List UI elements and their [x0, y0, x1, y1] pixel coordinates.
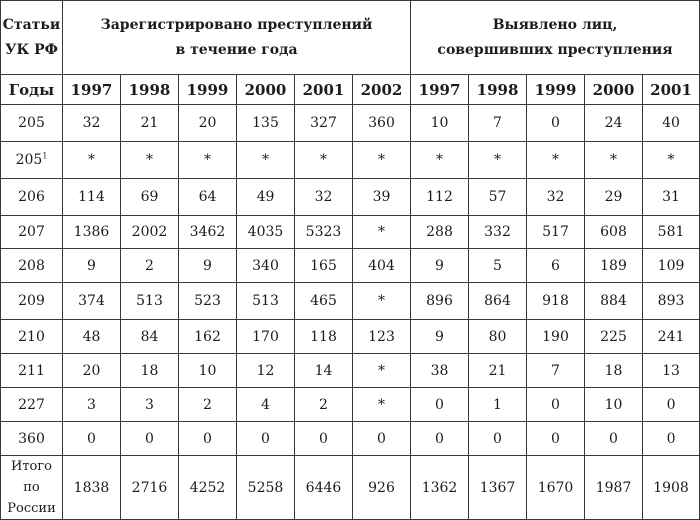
- registered-value-cell: 374: [63, 283, 121, 320]
- identified-value-cell: 0: [643, 388, 700, 422]
- total-identified-cell: 1987: [585, 456, 643, 520]
- registered-value-cell: 360: [353, 105, 411, 142]
- registered-value-cell: 2002: [121, 216, 179, 249]
- article-cell: [1, 142, 63, 179]
- registered-value-cell: 170: [237, 320, 295, 354]
- total-identified-cell: 1367: [469, 456, 527, 520]
- table-row: [1, 142, 700, 179]
- registered-year-1999: 1999: [179, 75, 237, 105]
- article-cell: [1, 354, 63, 388]
- registered-value-cell: *: [179, 142, 237, 179]
- article-number: 209: [18, 293, 45, 309]
- registered-value-cell: 12: [237, 354, 295, 388]
- registered-value-cell: 135: [237, 105, 295, 142]
- identified-value-cell: 189: [585, 249, 643, 283]
- registered-value-cell: 0: [179, 422, 237, 456]
- identified-value-cell: 7: [527, 354, 585, 388]
- identified-value-cell: 190: [527, 320, 585, 354]
- table-row: [1, 388, 700, 422]
- identified-value-cell: *: [411, 142, 469, 179]
- registered-year-1997: 1997: [63, 75, 121, 105]
- registered-value-cell: 49: [237, 179, 295, 216]
- registered-value-cell: 20: [179, 105, 237, 142]
- registered-value-cell: 0: [63, 422, 121, 456]
- registered-value-cell: 2: [295, 388, 353, 422]
- registered-value-cell: 64: [179, 179, 237, 216]
- registered-value-cell: 32: [63, 105, 121, 142]
- total-identified-cell: 1362: [411, 456, 469, 520]
- identified-value-cell: 38: [411, 354, 469, 388]
- identified-value-cell: 0: [469, 422, 527, 456]
- article-number: 211: [18, 362, 45, 379]
- registered-group-header: [63, 1, 411, 75]
- registered-value-cell: 0: [295, 422, 353, 456]
- table-row: [1, 283, 700, 320]
- registered-value-cell: 465: [295, 283, 353, 320]
- registered-value-cell: 3: [121, 388, 179, 422]
- registered-value-cell: 10: [179, 354, 237, 388]
- registered-value-cell: *: [353, 388, 411, 422]
- header-row-years: [1, 75, 700, 105]
- total-registered-cell: 2716: [121, 456, 179, 520]
- identified-value-cell: 896: [411, 283, 469, 320]
- identified-value-cell: 10: [411, 105, 469, 142]
- total-registered-cell: 1838: [63, 456, 121, 520]
- registered-value-cell: *: [63, 142, 121, 179]
- identified-year-1999: 1999: [527, 75, 585, 105]
- registered-value-cell: *: [353, 283, 411, 320]
- total-registered-cell: 926: [353, 456, 411, 520]
- identified-value-cell: 608: [585, 216, 643, 249]
- registered-value-cell: 513: [121, 283, 179, 320]
- identified-year-1997: 1997: [411, 75, 469, 105]
- articles-header-cell: [1, 1, 63, 75]
- article-number: 360: [18, 430, 45, 447]
- article-cell: [1, 283, 63, 320]
- identified-value-cell: 7: [469, 105, 527, 142]
- article-cell: [1, 388, 63, 422]
- identified-value-cell: 57: [469, 179, 527, 216]
- registered-value-cell: 0: [237, 422, 295, 456]
- table-body: [1, 105, 700, 520]
- identified-value-cell: 0: [411, 388, 469, 422]
- registered-value-cell: 32: [295, 179, 353, 216]
- registered-year-1998: 1998: [121, 75, 179, 105]
- article-cell: [1, 216, 63, 249]
- article-number: 227: [18, 396, 45, 413]
- identified-value-cell: 18: [585, 354, 643, 388]
- identified-year-2000: 2000: [585, 75, 643, 105]
- years-label: Годы: [1, 75, 63, 105]
- identified-value-cell: 13: [643, 354, 700, 388]
- table-row: [1, 354, 700, 388]
- identified-value-cell: 32: [527, 179, 585, 216]
- article-number: 208: [18, 257, 45, 274]
- total-registered-cell: 4252: [179, 456, 237, 520]
- total-registered-cell: 5258: [237, 456, 295, 520]
- identified-value-cell: *: [469, 142, 527, 179]
- registered-value-cell: 21: [121, 105, 179, 142]
- total-registered-cell: 6446: [295, 456, 353, 520]
- identified-value-cell: 9: [411, 249, 469, 283]
- identified-value-cell: 581: [643, 216, 700, 249]
- identified-year-2001: 2001: [643, 75, 700, 105]
- registered-value-cell: 404: [353, 249, 411, 283]
- identified-value-cell: 884: [585, 283, 643, 320]
- identified-title-line2: совершивших преступления: [437, 41, 673, 58]
- articles-label-line1: Статьи: [2, 16, 61, 33]
- identified-title-line1: Выявлено лиц,: [492, 16, 618, 33]
- registered-value-cell: 48: [63, 320, 121, 354]
- identified-value-cell: *: [585, 142, 643, 179]
- registered-value-cell: 0: [353, 422, 411, 456]
- identified-year-1998: 1998: [469, 75, 527, 105]
- table-row: [1, 249, 700, 283]
- registered-value-cell: *: [237, 142, 295, 179]
- registered-value-cell: 4035: [237, 216, 295, 249]
- identified-value-cell: 0: [527, 388, 585, 422]
- registered-value-cell: 162: [179, 320, 237, 354]
- registered-value-cell: 165: [295, 249, 353, 283]
- article-number: 210: [18, 328, 45, 345]
- identified-value-cell: 112: [411, 179, 469, 216]
- registered-value-cell: 4: [237, 388, 295, 422]
- total-identified-cell: 1908: [643, 456, 700, 520]
- registered-value-cell: 118: [295, 320, 353, 354]
- registered-value-cell: 1386: [63, 216, 121, 249]
- total-row: [1, 456, 700, 520]
- registered-title-line1: Зарегистрировано преступлений: [100, 16, 373, 33]
- registered-value-cell: 69: [121, 179, 179, 216]
- identified-value-cell: *: [527, 142, 585, 179]
- article-number: 205: [18, 115, 45, 131]
- article-cell: [1, 249, 63, 283]
- identified-value-cell: 0: [527, 105, 585, 142]
- registered-value-cell: *: [121, 142, 179, 179]
- article-superscript: 1: [42, 151, 48, 161]
- article-cell: [1, 320, 63, 354]
- registered-value-cell: 340: [237, 249, 295, 283]
- registered-value-cell: 523: [179, 283, 237, 320]
- table-header: [1, 1, 700, 105]
- registered-value-cell: 2: [121, 249, 179, 283]
- registered-value-cell: 20: [63, 354, 121, 388]
- registered-value-cell: 123: [353, 320, 411, 354]
- registered-value-cell: 18: [121, 354, 179, 388]
- total-label-line2: России: [7, 501, 56, 516]
- registered-value-cell: *: [295, 142, 353, 179]
- table-row: [1, 105, 700, 142]
- identified-value-cell: 6: [527, 249, 585, 283]
- registered-year-2000: 2000: [237, 75, 295, 105]
- article-cell: [1, 105, 63, 142]
- registered-year-2001: 2001: [295, 75, 353, 105]
- registered-value-cell: 0: [121, 422, 179, 456]
- registered-value-cell: 84: [121, 320, 179, 354]
- registered-value-cell: *: [353, 216, 411, 249]
- identified-value-cell: 5: [469, 249, 527, 283]
- registered-value-cell: 14: [295, 354, 353, 388]
- registered-value-cell: 114: [63, 179, 121, 216]
- registered-value-cell: 3: [63, 388, 121, 422]
- identified-value-cell: 288: [411, 216, 469, 249]
- table-row: [1, 179, 700, 216]
- identified-group-header: [411, 1, 700, 75]
- article-cell: [1, 179, 63, 216]
- identified-value-cell: 332: [469, 216, 527, 249]
- article-number: 206: [18, 189, 45, 205]
- registered-title-line2: в течение года: [175, 41, 298, 58]
- identified-value-cell: 0: [643, 422, 700, 456]
- identified-value-cell: 109: [643, 249, 700, 283]
- identified-value-cell: 40: [643, 105, 700, 142]
- header-row-groups: [1, 1, 700, 75]
- total-label-cell: [1, 456, 63, 520]
- identified-value-cell: 241: [643, 320, 700, 354]
- article-cell: [1, 422, 63, 456]
- registered-value-cell: 513: [237, 283, 295, 320]
- identified-value-cell: *: [643, 142, 700, 179]
- identified-value-cell: 864: [469, 283, 527, 320]
- identified-value-cell: 80: [469, 320, 527, 354]
- identified-value-cell: 0: [527, 422, 585, 456]
- registered-value-cell: 5323: [295, 216, 353, 249]
- table-row: [1, 422, 700, 456]
- table-row: [1, 216, 700, 249]
- article-number: 205: [15, 152, 43, 168]
- identified-value-cell: 1: [469, 388, 527, 422]
- identified-value-cell: 31: [643, 179, 700, 216]
- identified-value-cell: 517: [527, 216, 585, 249]
- total-label-line1: Итого по: [11, 459, 52, 495]
- registered-value-cell: 39: [353, 179, 411, 216]
- identified-value-cell: 918: [527, 283, 585, 320]
- identified-value-cell: 0: [585, 422, 643, 456]
- registered-value-cell: 327: [295, 105, 353, 142]
- identified-value-cell: 10: [585, 388, 643, 422]
- table-row: [1, 320, 700, 354]
- articles-label-line2: УК РФ: [5, 41, 58, 58]
- identified-value-cell: 225: [585, 320, 643, 354]
- registered-value-cell: *: [353, 142, 411, 179]
- identified-value-cell: 24: [585, 105, 643, 142]
- article-number: 207: [18, 224, 45, 240]
- registered-value-cell: 2: [179, 388, 237, 422]
- identified-value-cell: 9: [411, 320, 469, 354]
- identified-value-cell: 893: [643, 283, 700, 320]
- registered-value-cell: 9: [63, 249, 121, 283]
- identified-value-cell: 0: [411, 422, 469, 456]
- identified-value-cell: 29: [585, 179, 643, 216]
- identified-value-cell: 21: [469, 354, 527, 388]
- registered-value-cell: 3462: [179, 216, 237, 249]
- total-identified-cell: 1670: [527, 456, 585, 520]
- registered-year-2002: 2002: [353, 75, 411, 105]
- registered-value-cell: *: [353, 354, 411, 388]
- registered-value-cell: 9: [179, 249, 237, 283]
